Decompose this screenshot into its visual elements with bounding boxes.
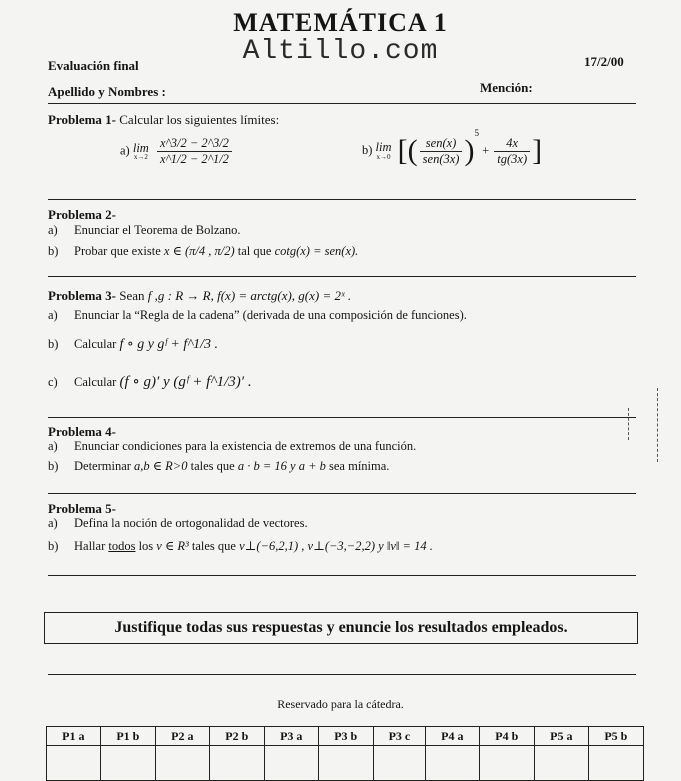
problem-1-title xyxy=(48,112,279,128)
problem-5b xyxy=(48,538,433,554)
limit-b-fraction-1 xyxy=(420,136,463,167)
math-expression: x ∈ (π/4 , π/2) xyxy=(163,244,235,258)
problem-4a xyxy=(48,439,416,454)
math-expression: f ,g : R → R, f(x) = arctg(x), g(x) = 2ˣ . xyxy=(147,288,352,303)
mention-label: Mención: xyxy=(480,80,533,95)
item-text: Sean xyxy=(119,288,145,303)
item-text: sea mínima. xyxy=(329,459,390,473)
math-expression: v⊥(−6,2,1) , v⊥(−3,−2,2) y ‖v‖ = 14 . xyxy=(239,539,433,553)
item-text: Enunciar la “Regla de la cadena” (derivada de una composición de funciones). xyxy=(74,308,467,322)
divider xyxy=(48,276,636,277)
grade-cell xyxy=(479,746,534,781)
problem-2a xyxy=(48,223,241,238)
item-label: a) xyxy=(48,308,58,322)
divider xyxy=(48,493,636,494)
problem-2-title: Problema 2- xyxy=(48,207,116,222)
grade-column-header: P3 b xyxy=(318,727,373,746)
item-text: todos xyxy=(108,539,136,553)
problem-4-title: Problema 4- xyxy=(48,424,116,439)
divider xyxy=(48,199,636,200)
power: 5 xyxy=(474,128,479,138)
problem-1b: b) lim x→0 [( $\frac{\text{sen(x)}}{\text{sen(3x)}}$ )$^5$ + $\frac{4x}{tg(3x)}$ ] xyxy=(362,128,543,168)
math-expression: (f ∘ g)′ y (gᶠ + f^1/3)′ . xyxy=(119,374,252,390)
problem-4b xyxy=(48,458,389,474)
divider xyxy=(48,674,636,675)
item-label: a) xyxy=(48,439,58,453)
reserved-label: Reservado para la cátedra. xyxy=(277,697,404,711)
grade-column-header: P3 a xyxy=(264,727,318,746)
scan-mark xyxy=(657,388,658,462)
problem-3b xyxy=(48,336,218,353)
fraction-denominator: tg(3x) xyxy=(497,151,528,166)
grade-cell xyxy=(264,746,318,781)
grade-cell xyxy=(425,746,479,781)
math-expression: a · b = 16 y a + b xyxy=(237,459,326,473)
divider xyxy=(48,575,636,576)
problem-3c xyxy=(48,372,252,391)
grade-column-header: P2 a xyxy=(155,727,209,746)
problem-5a xyxy=(48,516,308,531)
item-label: b) xyxy=(48,337,59,351)
divider xyxy=(48,417,636,418)
item-label: b) xyxy=(48,244,59,258)
item-text: tales que xyxy=(190,459,235,473)
item-text: Enunciar condiciones para la existencia de extremos de una función. xyxy=(74,439,417,453)
grade-column-header: P5 a xyxy=(534,727,588,746)
item-text: Defina la noción de ortogonalidad de vectores. xyxy=(74,516,308,530)
item-label: b) xyxy=(362,143,373,157)
math-expression: cotg(x) = sen(x). xyxy=(274,244,359,258)
grade-column-header: P5 b xyxy=(588,727,643,746)
item-text: los xyxy=(138,539,154,553)
fraction-numerator: x^3/2 − 2^3/2 xyxy=(157,136,232,152)
item-label: b) xyxy=(48,459,59,473)
problem-5-title: Problema 5- xyxy=(48,501,116,516)
fraction-denominator: sen(3x) xyxy=(422,151,460,166)
grade-cell xyxy=(47,746,101,781)
math-expression: a,b ∈ R>0 xyxy=(134,459,188,473)
grade-cell xyxy=(318,746,373,781)
grade-table xyxy=(46,726,644,781)
grade-cell xyxy=(588,746,643,781)
exam-title: MATEMÁTICA 1 xyxy=(233,8,448,37)
math-expression: f ∘ g y gᶠ + f^1/3 . xyxy=(119,337,219,352)
grade-column-header: P3 c xyxy=(373,727,425,746)
fraction-numerator: 4x xyxy=(494,136,530,152)
problem-2b xyxy=(48,243,358,259)
grade-cell xyxy=(534,746,588,781)
grade-column-header: P1 a xyxy=(47,727,101,746)
limit-b-fraction-2 xyxy=(494,136,530,167)
evaluation-label: Evaluación final xyxy=(48,58,139,73)
grade-column-header: P4 b xyxy=(479,727,534,746)
grade-cell xyxy=(100,746,155,781)
grade-score-row xyxy=(47,746,644,781)
limit-operator: lim x→2 xyxy=(132,140,149,162)
item-label: a) xyxy=(48,223,58,237)
name-label: Apellido y Nombres : xyxy=(48,84,166,99)
exam-date: 17/2/00 xyxy=(584,54,624,69)
item-text: Calcular xyxy=(74,337,117,351)
problem-3a xyxy=(48,308,467,323)
item-text: Calcular xyxy=(74,375,117,389)
instruction-box: Justifique todas sus respuestas y enuncie los resultados empleados. xyxy=(44,612,638,644)
grade-column-header: P1 b xyxy=(100,727,155,746)
item-text: Probar que existe xyxy=(74,244,161,258)
item-label: c) xyxy=(48,375,58,389)
math-expression: v ∈ R³ xyxy=(156,539,189,553)
grade-cell xyxy=(155,746,209,781)
problem-1a xyxy=(120,136,234,167)
problem-1-label: Problema 1- xyxy=(48,112,116,127)
fraction-numerator: sen(x) xyxy=(420,136,463,152)
problem-3-title xyxy=(48,288,351,304)
grade-column-header: P4 a xyxy=(425,727,479,746)
item-label: a) xyxy=(48,516,58,530)
fraction-denominator: x^1/2 − 2^1/2 xyxy=(159,152,229,166)
scan-mark xyxy=(628,408,629,440)
item-text: tales que xyxy=(191,539,236,553)
watermark: Altillo.com xyxy=(242,36,439,67)
problem-3-label: Problema 3- xyxy=(48,288,116,303)
limit-a-fraction xyxy=(157,136,232,167)
limit-operator: lim x→0 xyxy=(375,140,392,161)
item-text: Determinar xyxy=(74,459,131,473)
item-text: Enunciar el Teorema de Bolzano. xyxy=(74,223,241,237)
item-label: a) xyxy=(120,143,130,158)
grade-column-header: P2 b xyxy=(209,727,264,746)
grade-cell xyxy=(373,746,425,781)
item-text: Hallar xyxy=(74,539,106,553)
grade-cell xyxy=(209,746,264,781)
divider xyxy=(48,103,636,104)
item-text: tal que xyxy=(237,244,272,258)
problem-1-statement: Calcular los siguientes límites: xyxy=(119,112,280,127)
item-label: b) xyxy=(48,539,59,553)
grade-header-row xyxy=(47,727,644,746)
